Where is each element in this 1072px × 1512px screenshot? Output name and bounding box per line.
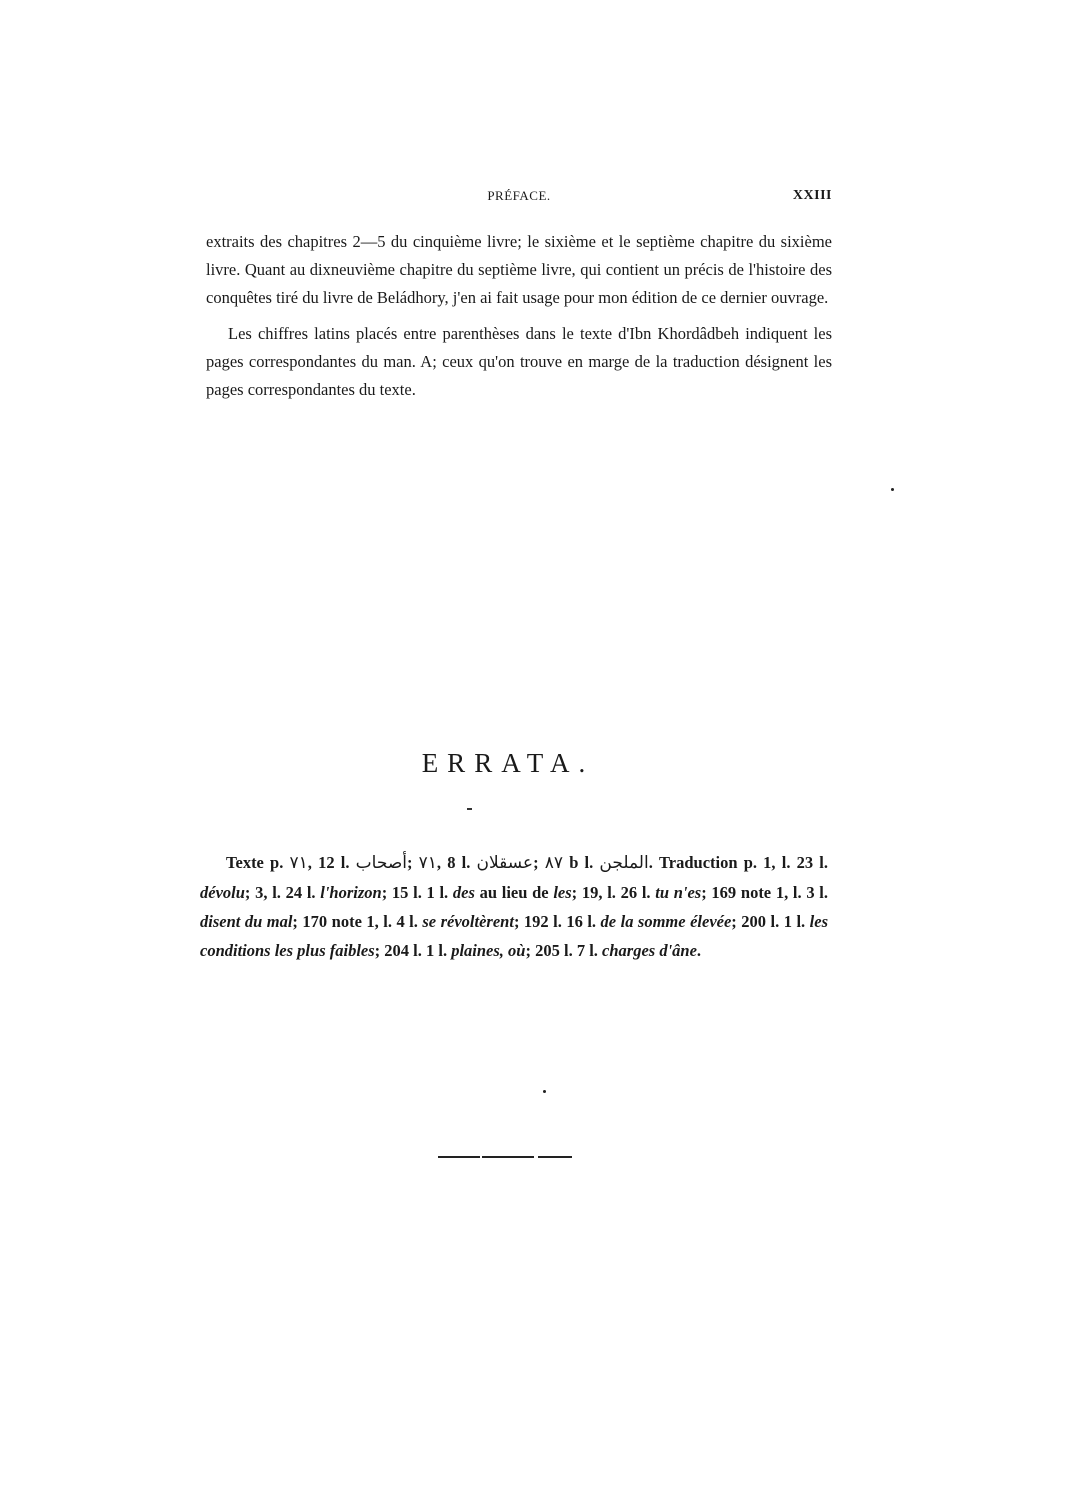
errata-fragment: ; 204 l. 1 l. — [374, 941, 452, 960]
print-speck — [543, 1090, 546, 1093]
errata-fragment: Texte p. — [226, 853, 290, 872]
errata-fragment: , 12 l. — [307, 853, 356, 872]
arabic-page-ref: ٨٧ — [544, 853, 564, 873]
preface-paragraph: Les chiffres latins placés entre parenthèses dans le texte d'Ibn Khordâdbeh indiquent les pages correspondantes du man. A; ceux qu'on trouve en marge de la traduction désignent les pages correspondantes du texte. — [206, 324, 832, 399]
errata-fragment: au lieu de — [474, 883, 554, 902]
preface-body — [206, 228, 832, 404]
errata-correction: dévolu — [200, 883, 245, 902]
errata-correction: de la somme élevée — [600, 912, 732, 931]
rule-segment — [438, 1156, 480, 1158]
closing-rule — [438, 1152, 572, 1164]
preface-paragraph: extraits des chapitres 2—5 du cinquième livre; le sixième et le septième chapitre du sixième livre. Quant au dixneuvième chapitre du septième livre, qui contient un précis de l'histoire des conquêtes tiré du livre de Beládhory, j'en ai fait usage pour mon édition de ce dernier ouvrage. — [206, 232, 832, 307]
arabic-page-ref: ٧١ — [418, 853, 437, 873]
arabic-page-ref: ٧١ — [289, 853, 308, 873]
errata-correction: les — [553, 883, 572, 902]
rule-segment — [482, 1156, 534, 1158]
errata-fragment: , 8 l. — [436, 853, 477, 872]
errata-correction: charges d'âne — [602, 941, 697, 960]
arabic-correction: عسقلان — [476, 853, 534, 873]
page-number: XXIII — [792, 188, 832, 203]
errata-fragment: . — [648, 853, 653, 872]
errata-correction: des — [452, 883, 475, 902]
errata-correction: l'horizon — [320, 883, 382, 902]
errata-fragment: ; 169 note 1, l. 3 l. — [701, 883, 828, 902]
errata-correction: disent du mal — [200, 912, 293, 931]
errata-fragment: b l. — [563, 853, 600, 872]
print-speck — [891, 488, 894, 491]
errata-correction: se révoltèrent — [422, 912, 514, 931]
arabic-correction: أصحاب — [355, 853, 407, 873]
errata-fragment: ; 205 l. 7 l. — [525, 941, 603, 960]
errata-heading: ERRATA. — [421, 748, 595, 778]
errata-fragment: Traduction p. 1, l. 23 l. — [659, 853, 828, 872]
arabic-correction: الملجن — [599, 853, 649, 873]
errata-fragment: ; 3, l. 24 l. — [244, 883, 321, 902]
errata-fragment: ; 170 note 1, l. 4 l. — [292, 912, 423, 931]
errata-fragment: ; 200 l. 1 l. — [731, 912, 810, 931]
rule-segment — [538, 1156, 572, 1158]
errata-correction: les conditions les plus faibles — [200, 912, 828, 960]
errata-correction: plaines, où — [451, 941, 526, 960]
errata-fragment: ; — [406, 853, 419, 872]
errata-fragment: ; — [533, 853, 545, 872]
errata-fragment: . — [696, 941, 702, 960]
errata-correction: tu n'es — [655, 883, 702, 902]
errata-fragment: ; 192 l. 16 l. — [513, 912, 601, 931]
errata-body — [200, 848, 828, 965]
errata-fragment: ; 19, l. 26 l. — [571, 883, 656, 902]
running-title: PRÉFACE. — [487, 188, 551, 203]
errata-fragment: ; 15 l. 1 l. — [381, 883, 453, 902]
heading-ornament — [467, 808, 472, 810]
running-head — [206, 188, 832, 208]
